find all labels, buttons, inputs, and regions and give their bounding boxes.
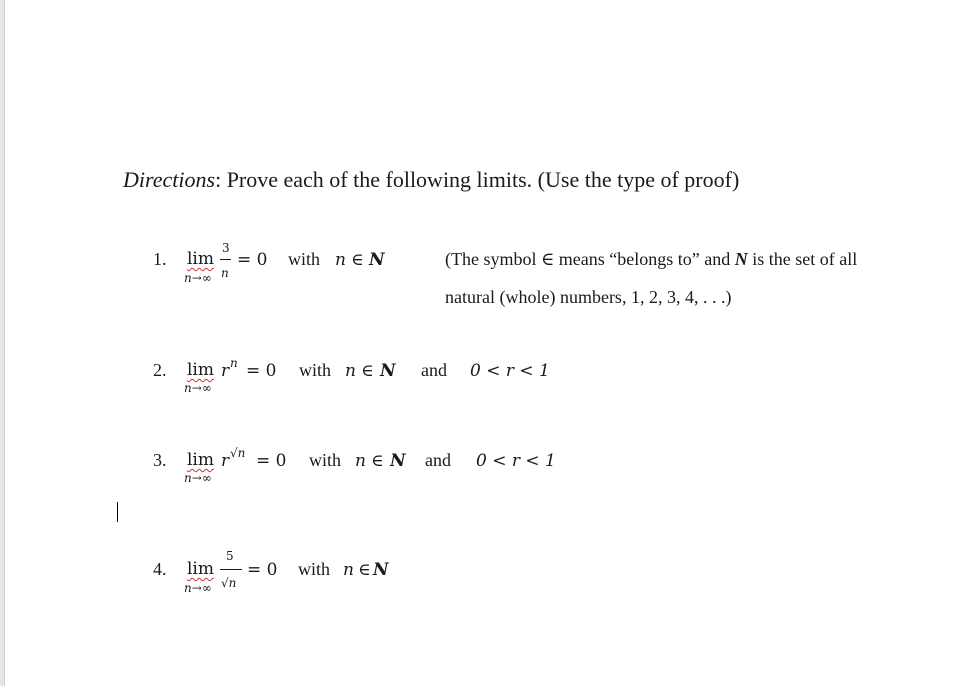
problem-number: 1. bbox=[153, 249, 167, 269]
directions-text: Prove each of the following limits. (Use the type of proof) bbox=[221, 167, 740, 192]
natural-numbers-symbol: N bbox=[380, 361, 396, 381]
equals-zero: = 0 bbox=[246, 361, 277, 381]
lim-operator: lim bbox=[187, 249, 214, 269]
exponent-n: n bbox=[230, 356, 238, 370]
fraction-bar bbox=[220, 259, 231, 260]
note-N: N bbox=[734, 249, 748, 269]
and-text: and bbox=[421, 360, 447, 380]
condition: 0 < r < 1 bbox=[470, 361, 550, 381]
page-edge-line bbox=[4, 0, 5, 686]
problem-number: 4. bbox=[153, 559, 167, 579]
with-text: with bbox=[299, 360, 332, 380]
lim-subscript: n→∞ bbox=[184, 581, 212, 595]
fraction-denominator: √n bbox=[221, 576, 237, 590]
lim-operator: lim bbox=[187, 360, 214, 380]
directions-line bbox=[123, 167, 739, 193]
fraction-numerator: 3 bbox=[222, 241, 230, 255]
fraction-numerator: 5 bbox=[226, 549, 234, 563]
note-line-1-a: (The symbol ∈ means “belongs to” and bbox=[445, 249, 735, 269]
natural-numbers-symbol: N bbox=[390, 451, 406, 471]
condition: 0 < r < 1 bbox=[476, 451, 556, 471]
equals-zero: = 0 bbox=[256, 451, 287, 471]
lim-subscript: n→∞ bbox=[184, 471, 212, 485]
note-line-1 bbox=[445, 249, 857, 270]
exponent-sqrt-n: √n bbox=[230, 446, 246, 460]
equals-zero: = 0 bbox=[247, 560, 278, 580]
equals-zero: = 0 bbox=[237, 250, 268, 270]
fraction-bar bbox=[220, 569, 242, 570]
with-text: with bbox=[298, 559, 331, 579]
natural-numbers-symbol: N bbox=[373, 560, 389, 580]
with-text: with bbox=[309, 450, 342, 470]
note-line-1-b: is the set of all bbox=[747, 249, 858, 269]
natural-numbers-symbol: N bbox=[369, 250, 385, 270]
lim-subscript: n→∞ bbox=[184, 271, 212, 285]
var-n: n bbox=[345, 361, 356, 381]
problem-number: 3. bbox=[153, 450, 167, 470]
base-r: r bbox=[221, 361, 230, 381]
note-line-2: natural (whole) numbers, 1, 2, 3, 4, . . .) bbox=[445, 287, 732, 307]
and-text: and bbox=[425, 450, 451, 470]
element-of-symbol: ∈ bbox=[361, 361, 374, 381]
element-of-symbol: ∈ bbox=[371, 451, 384, 471]
var-n: n bbox=[335, 250, 346, 270]
base-r: r bbox=[221, 451, 230, 471]
problem-number: 2. bbox=[153, 360, 167, 380]
element-of-symbol: ∈ bbox=[358, 560, 371, 580]
fraction-denominator: n bbox=[221, 266, 229, 280]
lim-subscript: n→∞ bbox=[184, 381, 212, 395]
element-of-symbol: ∈ bbox=[351, 250, 364, 270]
lim-operator: lim bbox=[187, 559, 214, 579]
var-n: n bbox=[355, 451, 366, 471]
lim-operator: lim bbox=[187, 450, 214, 470]
directions-label: Directions bbox=[123, 167, 216, 192]
var-n: n bbox=[343, 560, 354, 580]
with-text: with bbox=[288, 249, 321, 269]
directions-colon: : bbox=[215, 167, 222, 192]
text-cursor bbox=[117, 502, 118, 522]
